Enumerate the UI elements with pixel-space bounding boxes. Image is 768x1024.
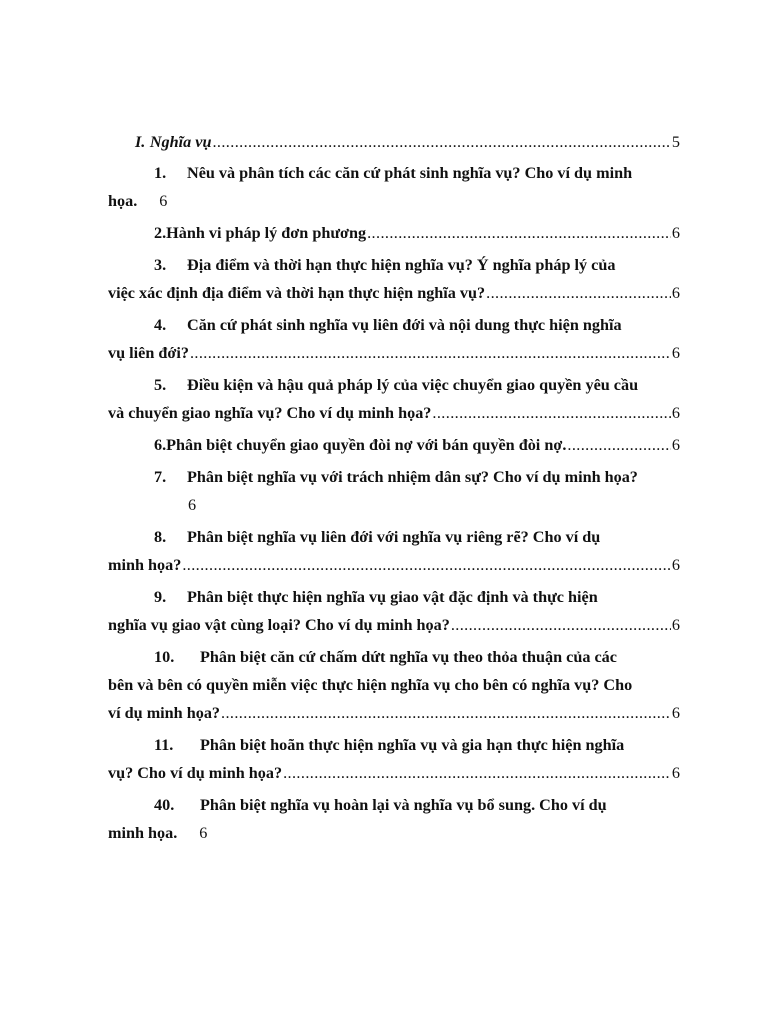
toc-line (108, 699, 680, 727)
toc-line (108, 279, 680, 307)
dot-leader (212, 128, 670, 156)
toc-page-number: 6 (671, 616, 680, 634)
toc-entry-title: Địa điểm và thời hạn thực hiện nghĩa vụ? Ý nghĩa pháp lý của (187, 256, 616, 274)
toc-entry-title: Phân biệt nghĩa vụ hoàn lại và nghĩa vụ bổ sung. Cho ví dụ (200, 796, 607, 814)
toc-entry-4[interactable] (108, 311, 680, 367)
toc-entry-number: 1. (154, 164, 167, 182)
toc-entry-number: 5. (154, 376, 167, 394)
toc-page-number: 6 (671, 284, 680, 302)
toc-entry-title: Hành vi pháp lý đơn phương (166, 224, 367, 242)
toc-entry-10[interactable] (108, 643, 680, 727)
toc-entry-number: 11. (154, 736, 174, 754)
toc-entry-40[interactable] (108, 791, 680, 847)
toc-line (108, 463, 680, 491)
toc-entry-title-cont: minh họa? (108, 556, 182, 574)
toc-page-number: 6 (671, 764, 680, 782)
toc-line (108, 431, 680, 459)
toc-entry-9[interactable] (108, 583, 680, 639)
toc-heading-number: I. (135, 133, 146, 151)
toc-heading-entry[interactable] (108, 128, 680, 156)
toc-line (108, 251, 680, 279)
table-of-contents (108, 128, 680, 851)
toc-page-number: 6 (671, 224, 680, 242)
toc-page-number: 6 (671, 404, 680, 422)
toc-entry-number: 10. (154, 648, 175, 666)
toc-line (108, 399, 680, 427)
toc-page-number: 6 (199, 824, 208, 842)
dot-leader (486, 279, 671, 307)
toc-page-number: 6 (188, 496, 197, 514)
toc-page-number: 6 (671, 436, 680, 454)
toc-line (108, 671, 680, 699)
toc-line (108, 219, 680, 247)
dot-leader (182, 551, 671, 579)
toc-entry-11[interactable] (108, 731, 680, 787)
toc-page-number: 6 (671, 704, 680, 722)
toc-entry-title: Căn cứ phát sinh nghĩa vụ liên đới và nội dung thực hiện nghĩa (187, 316, 622, 334)
toc-entry-number: 9. (154, 588, 167, 606)
toc-entry-title-cont: ví dụ minh họa? (108, 704, 221, 722)
dot-leader (283, 759, 671, 787)
toc-entry-5[interactable] (108, 371, 680, 427)
toc-line (108, 759, 680, 787)
toc-entry-title-cont: họa. (108, 192, 138, 210)
toc-line (108, 187, 680, 215)
dot-leader (190, 339, 671, 367)
toc-line (108, 791, 680, 819)
toc-line (108, 731, 680, 759)
toc-line (108, 819, 680, 847)
toc-entry-2[interactable] (108, 219, 680, 247)
toc-entry-3[interactable] (108, 251, 680, 307)
toc-entry-title-cont: minh họa. (108, 824, 178, 842)
toc-heading-title: Nghĩa vụ (149, 133, 212, 151)
toc-line (108, 371, 680, 399)
toc-entry-title: Nêu và phân tích các căn cứ phát sinh nghĩa vụ? Cho ví dụ minh (187, 164, 633, 182)
dot-leader (451, 611, 671, 639)
toc-entry-title: Phân biệt chuyển giao quyền đòi nợ với bán quyền đòi nợ. (166, 436, 567, 454)
toc-entry-title: Phân biệt thực hiện nghĩa vụ giao vật đặc định và thực hiện (187, 588, 598, 606)
dot-leader (221, 699, 671, 727)
toc-page-number: 6 (159, 192, 168, 210)
toc-entry-1[interactable] (108, 159, 680, 215)
toc-entry-title-cont: vụ liên đới? (108, 344, 189, 362)
toc-entry-number: 2. (154, 224, 167, 242)
toc-entry-title: Phân biệt căn cứ chấm dứt nghĩa vụ theo thỏa thuận của các (200, 648, 617, 666)
toc-line (108, 491, 680, 519)
toc-line (108, 339, 680, 367)
toc-entry-title: Điều kiện và hậu quả pháp lý của việc chuyển giao quyền yêu cầu (187, 376, 639, 394)
toc-entry-6[interactable] (108, 431, 680, 459)
toc-page-number: 6 (671, 344, 680, 362)
toc-entry-number: 40. (154, 796, 175, 814)
toc-line (108, 128, 680, 156)
toc-page-number: 5 (671, 133, 680, 151)
dot-leader (432, 399, 671, 427)
toc-entry-7[interactable] (108, 463, 680, 519)
toc-line (108, 551, 680, 579)
toc-entry-number: 6. (154, 436, 167, 454)
toc-entry-number: 7. (154, 468, 167, 486)
dot-leader (367, 219, 671, 247)
toc-line (108, 611, 680, 639)
toc-entry-title-cont: việc xác định địa điểm và thời hạn thực hiện nghĩa vụ? (108, 284, 486, 302)
toc-entry-number: 3. (154, 256, 167, 274)
toc-entry-title-cont: nghĩa vụ giao vật cùng loại? Cho ví dụ minh họa? (108, 616, 450, 634)
toc-entry-number: 8. (154, 528, 167, 546)
toc-line (108, 311, 680, 339)
toc-entry-title-cont: và chuyển giao nghĩa vụ? Cho ví dụ minh họa? (108, 404, 432, 422)
toc-line (108, 643, 680, 671)
toc-page-number: 6 (671, 556, 680, 574)
toc-entry-number: 4. (154, 316, 167, 334)
toc-line (108, 159, 680, 187)
toc-line (108, 523, 680, 551)
toc-entry-title-cont: bên và bên có quyền miễn việc thực hiện nghĩa vụ cho bên có nghĩa vụ? Cho (108, 676, 633, 694)
toc-entry-title-cont: vụ? Cho ví dụ minh họa? (108, 764, 283, 782)
toc-entry-title: Phân biệt nghĩa vụ với trách nhiệm dân sự? Cho ví dụ minh họa? (187, 468, 638, 486)
toc-entry-title: Phân biệt hoãn thực hiện nghĩa vụ và gia hạn thực hiện nghĩa (200, 736, 625, 754)
toc-entry-title: Phân biệt nghĩa vụ liên đới với nghĩa vụ riêng rẽ? Cho ví dụ (187, 528, 601, 546)
toc-entry-8[interactable] (108, 523, 680, 579)
dot-leader (567, 431, 671, 459)
toc-line (108, 583, 680, 611)
